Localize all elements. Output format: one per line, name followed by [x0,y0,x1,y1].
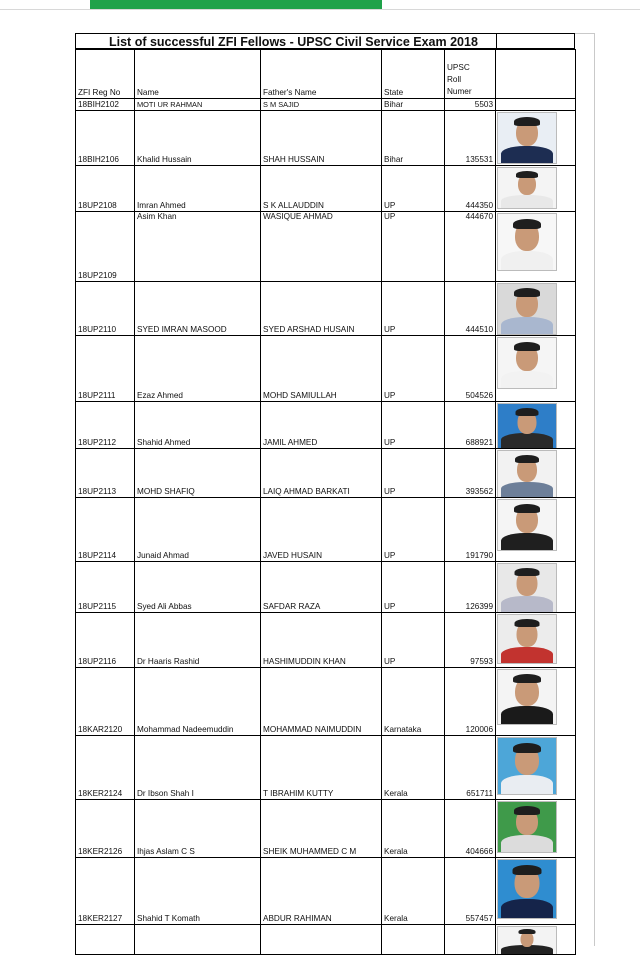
state-cell: UP [382,498,445,562]
portrait-body [501,433,553,448]
portrait-photo [497,801,557,853]
title-end-cell [496,34,577,49]
roll-number-cell: 5503 [445,99,496,111]
state-cell: UP [382,562,445,613]
father-name-cell: JAMIL AHMED [261,402,382,449]
top-bar [0,0,640,10]
name-cell: Shahid Ahmed [135,402,261,449]
father-name-cell: HASHIMUDDIN KHAN [261,613,382,668]
state-cell: UP [382,449,445,498]
name-cell: Asim Khan [135,212,261,282]
reg-no-cell: 18UP2115 [76,562,135,613]
header-state: State [382,50,445,99]
table-row [76,925,576,955]
portrait-hair [513,865,542,875]
father-name-cell: MOHAMMAD NAIMUDDIN [261,668,382,736]
roll-number-cell [445,925,496,955]
roll-number-cell: 135531 [445,111,496,166]
father-name-cell: SAFDAR RAZA [261,562,382,613]
portrait-body [501,775,553,794]
roll-number-cell: 688921 [445,402,496,449]
state-cell: UP [382,166,445,212]
father-name-cell: ABDUR RAHIMAN [261,858,382,925]
table-row [76,800,576,858]
roll-number-cell: 191790 [445,498,496,562]
name-cell: Ezaz Ahmed [135,336,261,402]
father-name-cell: S M SAJID [261,99,382,111]
name-cell: Imran Ahmed [135,166,261,212]
header-roll [445,50,496,99]
name-cell: Shahid T Komath [135,858,261,925]
state-cell: Kerala [382,858,445,925]
photo-cell [496,212,576,282]
portrait-photo [497,614,557,664]
reg-no-cell: 18UP2109 [76,212,135,282]
name-cell: Junaid Ahmad [135,498,261,562]
photo-cell [496,166,576,212]
table-row [76,336,576,402]
portrait-photo [497,403,557,449]
portrait-hair [513,674,541,683]
name-cell: MOHD SHAFIQ [135,449,261,498]
reg-no-cell: 18KER2126 [76,800,135,858]
table-row [76,562,576,613]
portrait-photo [497,213,557,271]
name-cell [135,925,261,955]
portrait-hair [514,504,540,513]
roll-number-cell: 444510 [445,282,496,336]
table-row [76,498,576,562]
roll-number-cell: 404666 [445,800,496,858]
name-cell: Syed Ali Abbas [135,562,261,613]
table-row [76,402,576,449]
reg-no-cell: 18UP2110 [76,282,135,336]
father-name-cell: S K ALLAUDDIN [261,166,382,212]
portrait-hair [516,408,539,416]
table-row [76,858,576,925]
name-cell: SYED IMRAN MASOOD [135,282,261,336]
father-name-cell: MOHD SAMIULLAH [261,336,382,402]
father-name-cell: SHEIK MUHAMMED C M [261,800,382,858]
table-row [76,99,576,111]
portrait-body [501,482,553,497]
portrait-photo [497,337,557,389]
photo-cell [496,498,576,562]
portrait-body [501,647,553,663]
roll-number-cell: 444350 [445,166,496,212]
portrait-hair [519,929,536,934]
reg-no-cell: 18KAR2120 [76,668,135,736]
portrait-hair [514,342,540,351]
reg-no-cell: 18UP2114 [76,498,135,562]
portrait-hair [515,568,540,576]
portrait-photo [497,499,557,551]
portrait-body [501,195,553,208]
portrait-photo [497,926,557,955]
portrait-body [501,899,553,918]
name-cell: Dr Ibson Shah I [135,736,261,800]
state-cell: Kerala [382,800,445,858]
photo-cell [496,800,576,858]
portrait-hair [515,455,539,463]
portrait-photo [497,450,557,498]
portrait-hair [516,171,538,178]
father-name-cell: SYED ARSHAD HUSAIN [261,282,382,336]
top-divider [0,9,640,10]
state-cell: UP [382,336,445,402]
state-cell: Bihar [382,99,445,111]
photo-cell [496,111,576,166]
fellows-table [75,49,576,955]
roll-number-cell: 504526 [445,336,496,402]
state-cell: UP [382,613,445,668]
header-row [76,50,576,99]
photo-cell [496,858,576,925]
photo-cell [496,336,576,402]
photo-cell [496,282,576,336]
reg-no-cell: 18BIH2102 [76,99,135,111]
state-cell: UP [382,212,445,282]
table-row [76,111,576,166]
table-row [76,449,576,498]
header-roll-line2: Roll [447,75,462,84]
name-cell: Ihjas Aslam C S [135,800,261,858]
portrait-photo [497,669,557,725]
sheet-title: List of successful ZFI Fellows - UPSC Civil Service Exam 2018 [109,35,478,49]
photo-cell [496,736,576,800]
roll-number-cell: 651711 [445,736,496,800]
father-name-cell: JAVED HUSAIN [261,498,382,562]
state-cell: UP [382,402,445,449]
roll-number-cell: 120006 [445,668,496,736]
state-cell: Bihar [382,111,445,166]
reg-no-cell: 18UP2116 [76,613,135,668]
name-cell: Mohammad Nadeemuddin [135,668,261,736]
portrait-hair [514,117,540,126]
table-row [76,282,576,336]
name-cell: Khalid Hussain [135,111,261,166]
header-roll-line1: UPSC [447,63,470,72]
roll-number-cell: 97593 [445,613,496,668]
name-cell: Dr Haaris Rashid [135,613,261,668]
portrait-photo [497,167,557,209]
table-row [76,668,576,736]
portrait-hair [514,806,540,815]
photo-cell [496,99,576,111]
photo-cell [496,562,576,613]
portrait-photo [497,283,557,335]
roll-number-cell: 444670 [445,212,496,282]
state-cell: Kerala [382,736,445,800]
table-row [76,736,576,800]
table-row [76,613,576,668]
reg-no-cell: 18KER2127 [76,858,135,925]
state-cell: UP [382,282,445,336]
portrait-hair [513,219,541,229]
photo-cell [496,925,576,955]
state-cell [382,925,445,955]
table-row [76,166,576,212]
portrait-body [501,835,553,852]
portrait-hair [513,743,541,753]
portrait-hair [514,288,540,297]
reg-no-cell: 18UP2108 [76,166,135,212]
portrait-body [501,317,553,334]
portrait-body [501,596,553,612]
extra-column [575,33,595,946]
reg-no-cell: 18UP2113 [76,449,135,498]
father-name-cell: SHAH HUSSAIN [261,111,382,166]
table-row [76,212,576,282]
portrait-hair [515,619,540,627]
portrait-body [501,533,553,550]
header-father: Father's Name [261,50,382,99]
roll-number-cell: 393562 [445,449,496,498]
photo-cell [496,668,576,736]
reg-no-cell [76,925,135,955]
father-name-cell: T IBRAHIM KUTTY [261,736,382,800]
header-reg-no: ZFI Reg No [76,50,135,99]
portrait-photo [497,859,557,919]
title-row [75,33,575,49]
spreadsheet-sheet [75,33,595,946]
portrait-photo [497,112,557,164]
portrait-body [501,371,553,388]
father-name-cell [261,925,382,955]
portrait-photo [497,737,557,795]
reg-no-cell: 18UP2112 [76,402,135,449]
name-cell: MOTI UR RAHMAN [135,99,261,111]
reg-no-cell: 18BIH2106 [76,111,135,166]
roll-number-cell: 557457 [445,858,496,925]
photo-cell [496,402,576,449]
roll-number-cell: 126399 [445,562,496,613]
reg-no-cell: 18KER2124 [76,736,135,800]
portrait-body [501,251,553,270]
header-name: Name [135,50,261,99]
father-name-cell: LAIQ AHMAD BARKATI [261,449,382,498]
photo-cell [496,449,576,498]
portrait-body [501,706,553,724]
state-cell: Karnataka [382,668,445,736]
photo-cell [496,613,576,668]
header-photo [496,50,576,99]
father-name-cell: WASIQUE AHMAD [261,212,382,282]
header-roll-line3: Numer [447,87,472,96]
reg-no-cell: 18UP2111 [76,336,135,402]
portrait-body [501,146,553,163]
portrait-photo [497,563,557,613]
